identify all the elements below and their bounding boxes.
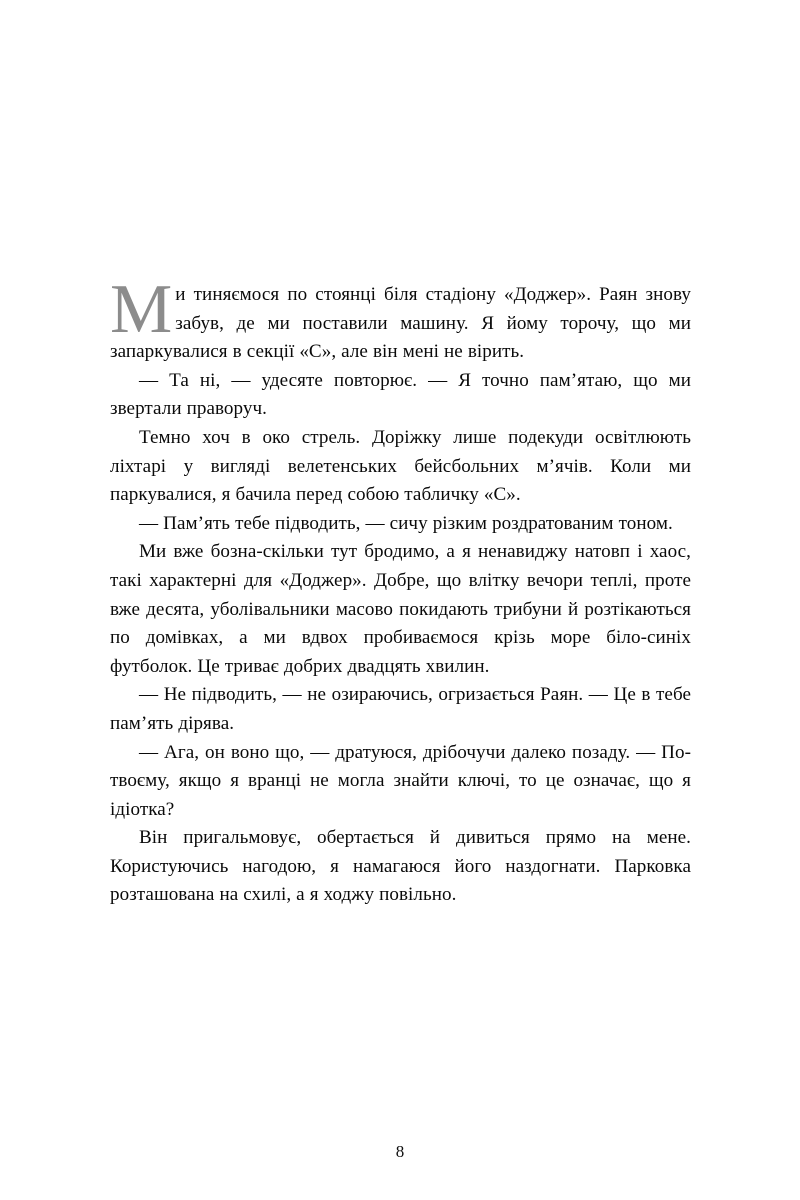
paragraph-4: — Пам’ять тебе підводить, — сичу різким роздратованим тоном.: [139, 512, 673, 534]
paragraph-7: — Ага, он воно що, — дратуюся, дрібочучи далеко позаду. — По-твоєму, якщо я вранці не могла знайти ключі, то це означає, що я ідіотка?: [110, 741, 691, 820]
paragraph-1: [110, 271, 691, 367]
page-number: 8: [395, 1142, 405, 1161]
dropcap-letter: М: [110, 271, 173, 348]
paragraph-8: Він пригальмовує, обертається й дивиться прямо на мене. Користуючись нагодою, я намагаюся його наздогнати. Парковка розташована на схилі, а я ходжу повільно.: [110, 827, 691, 906]
page-text-block: [110, 271, 691, 910]
paragraph-2: — Та ні, — удесяте повторює. — Я точно пам’ятаю, що ми звертали праворуч.: [110, 369, 691, 420]
paragraph-1-text: и тиняємося по стоянці біля стадіону «Доджер». Раян знову забув, де ми поставили машину. Я йому торочу, що ми запаркувалися в секції «С», але він мені не вірить.: [110, 284, 691, 363]
paragraph-6: — Не підводить, — не озираючись, огризається Раян. — Це в тебе пам’ять дірява.: [110, 684, 691, 734]
paragraph-5: Ми вже бозна-скільки тут бродимо, а я ненавиджу натовп і хаос, такі характерні для «Доджер». Добре, що влітку вечори теплі, проте вже десята, уболівальники масово покидають трибуни й розтікаються по домівках, а ми вдвох пробиваємося крізь море біло-синіх футболок. Це триває добрих двадцять хвилин.: [110, 541, 691, 677]
paragraph-3: Темно хоч в око стрель. Доріжку лише подекуди освітлюють ліхтарі у вигляді велетенських бейсбольних м’ячів. Коли ми паркувалися, я бачила перед собою табличку «С».: [110, 426, 691, 506]
